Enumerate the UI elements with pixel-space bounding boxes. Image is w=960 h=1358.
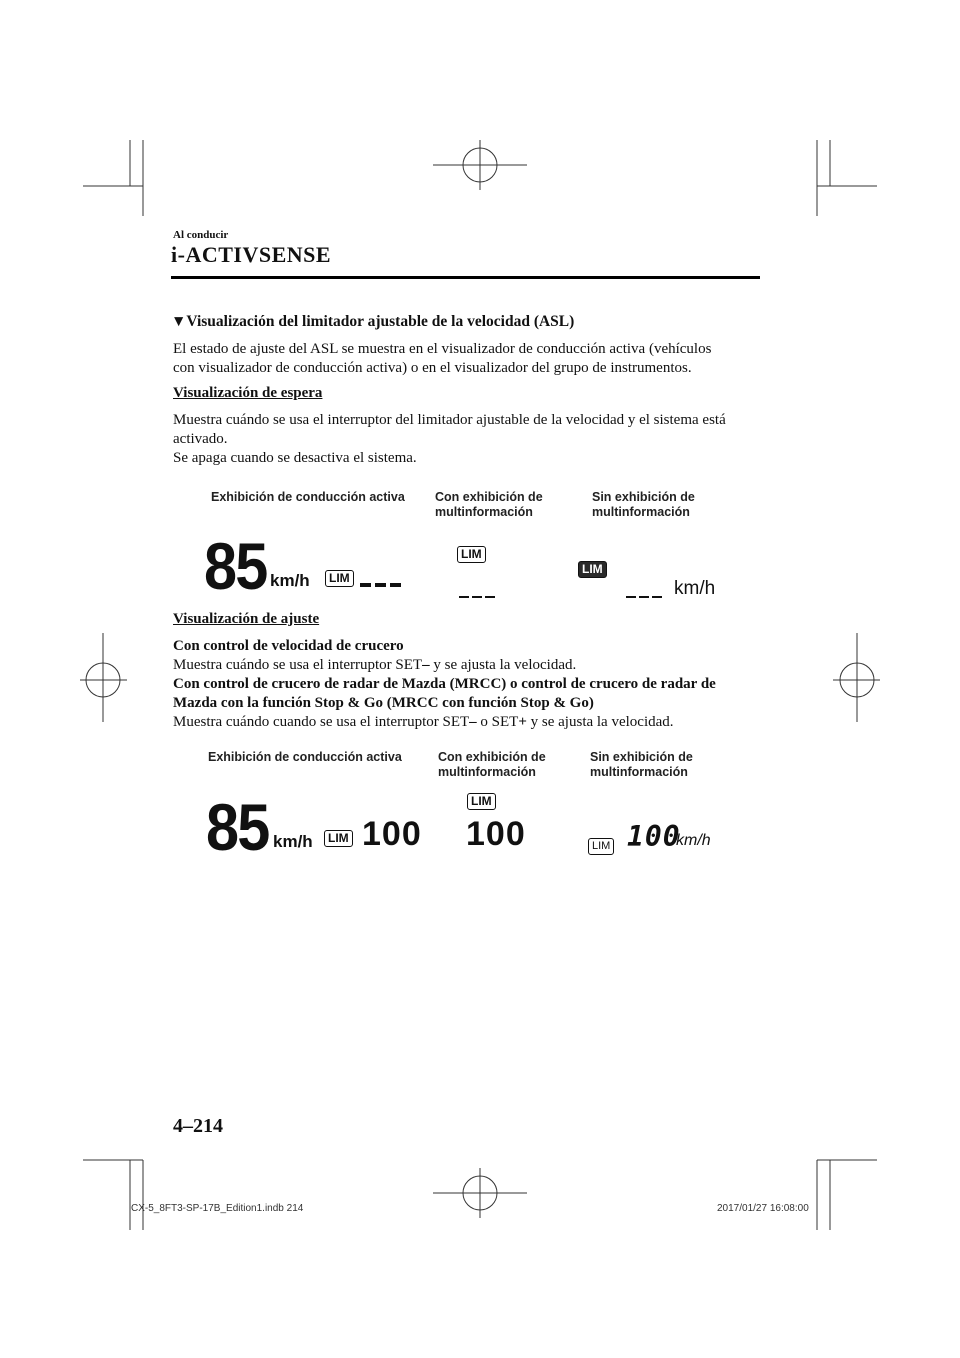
fig1-dashes-nomulti (626, 588, 666, 606)
section-label: Al conducir (173, 229, 229, 241)
title-rule (171, 276, 760, 279)
minus-icon: – (469, 714, 477, 730)
fig1-caption-nomulti-line2: multinformación (592, 505, 690, 519)
fig2-caption-nomulti-line2: multinformación (590, 765, 688, 779)
mrcc-title-line2: Mazda con la función Stop & Go (MRCC con función Stop & Go) (173, 695, 594, 711)
mrcc-title-line1: Con control de crucero de radar de Mazda (MRCC) o control de crucero de radar de (173, 676, 716, 692)
footer-file: CX-5_8FT3-SP-17B_Edition1.indb 214 (131, 1203, 304, 1214)
fig1-dashes-active (360, 576, 405, 594)
fig2-set-value-active: 100 (362, 815, 422, 853)
standby-subheading: Visualización de espera (173, 385, 323, 401)
cc-text-a: Muestra cuándo se usa el interruptor SET (173, 657, 423, 673)
fig2-lim-badge-multi: LIM (467, 793, 496, 810)
cc-text-b: y se ajusta la velocidad. (429, 657, 577, 673)
fig1-speed: 85 (204, 529, 267, 603)
cc-title: Con control de velocidad de crucero (173, 638, 404, 654)
plus-icon: + (518, 714, 527, 730)
standby-text-line3: Se apaga cuando se desactiva el sistema. (173, 450, 417, 466)
cc-text (173, 656, 763, 675)
fig1-lim-badge-multi: LIM (457, 546, 486, 563)
setting-subheading: Visualización de ajuste (173, 611, 320, 627)
fig2-speed: 85 (206, 790, 269, 864)
fig2-caption-multi (438, 750, 546, 780)
fig1-unit-nomulti: km/h (674, 578, 716, 599)
fig2-set-value-multi: 100 (466, 815, 526, 853)
asl-intro-line2: con visualizador de conducción activa) o en el visualizador del grupo de instrumentos. (173, 360, 692, 376)
mrcc-text-b: y se ajusta la velocidad. (526, 714, 674, 730)
fig1-caption-active: Exhibición de conducción activa (211, 490, 405, 504)
heading-marker-icon: ▼ (171, 313, 187, 330)
fig1-caption-nomulti (592, 490, 695, 520)
fig1-caption-multi-line1: Con exhibición de (435, 490, 543, 504)
fig2-caption-multi-line1: Con exhibición de (438, 750, 546, 764)
fig2-lim-badge-nomulti: LIM (588, 838, 614, 855)
fig1-caption-multi (435, 490, 543, 520)
fig2-caption-nomulti-line1: Sin exhibición de (590, 750, 693, 764)
fig2-unit-nomulti: km/h (676, 832, 711, 849)
setting-text (173, 637, 763, 732)
fig1-caption-nomulti-line1: Sin exhibición de (592, 490, 695, 504)
fig2-caption-nomulti (590, 750, 693, 780)
page-title: i-ACTIVSENSE (171, 242, 332, 267)
asl-intro-line1: El estado de ajuste del ASL se muestra en el visualizador de conducción activa (vehículos (173, 341, 712, 357)
mrcc-text-a: Muestra cuándo cuando se usa el interruptor SET (173, 714, 470, 730)
fig1-lim-badge-nomulti: LIM (578, 561, 607, 578)
standby-text-line1: Muestra cuándo se usa el interruptor del limitador ajustable de la velocidad y el sistema está (173, 412, 726, 428)
standby-text (173, 411, 763, 468)
fig2-caption-multi-line2: multinformación (438, 765, 536, 779)
fig2-lim-badge-active: LIM (324, 830, 353, 847)
standby-text-line2: activado. (173, 431, 228, 447)
asl-heading-text: Visualización del limitador ajustable de la velocidad (ASL) (186, 313, 575, 330)
mrcc-text-or: o SET (476, 714, 519, 730)
footer-date: 2017/01/27 16:08:00 (717, 1203, 809, 1214)
fig2-caption-active: Exhibición de conducción activa (208, 750, 402, 764)
fig2-unit: km/h (273, 832, 313, 851)
mrcc-text (173, 713, 763, 732)
fig1-caption-multi-line2: multinformación (435, 505, 533, 519)
fig1-lim-badge-active: LIM (325, 570, 354, 587)
fig1-dashes-multi (459, 588, 499, 606)
asl-heading (171, 313, 574, 331)
minus-icon: – (422, 657, 430, 673)
fig1-unit: km/h (270, 571, 310, 590)
fig2-set-value-nomulti: 100 (627, 820, 681, 853)
asl-intro (173, 340, 763, 378)
page-number: 4–214 (173, 1115, 223, 1137)
